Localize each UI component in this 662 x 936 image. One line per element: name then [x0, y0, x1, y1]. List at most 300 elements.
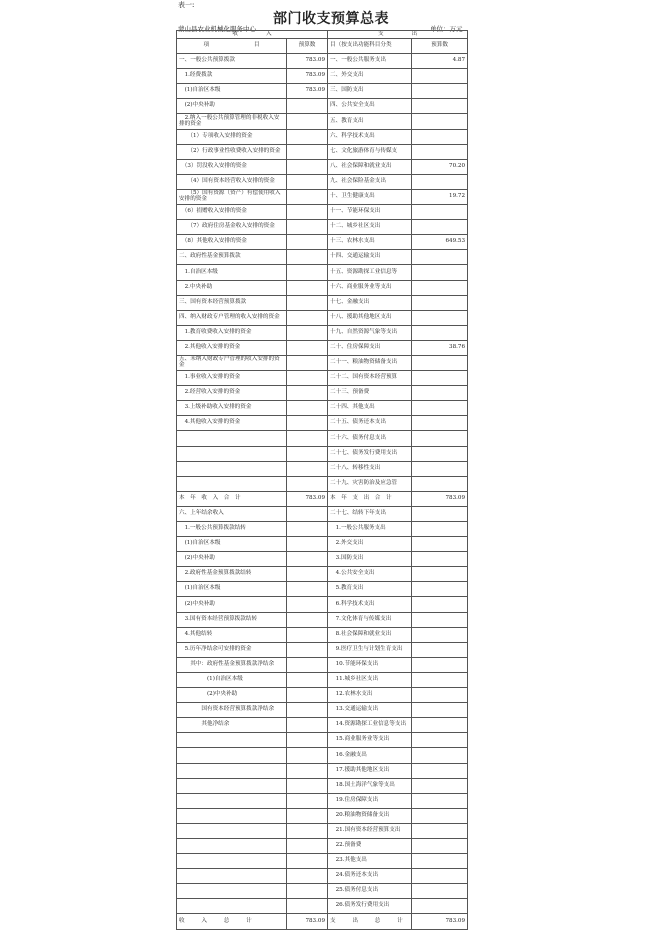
- expense-budget-cell: [412, 310, 468, 325]
- expense-budget-cell: [412, 205, 468, 220]
- income-budget-cell: [287, 778, 328, 793]
- table-row: [177, 914, 468, 929]
- income-item-cell: （6）捐赠收入安排的资金: [177, 205, 287, 220]
- expense-budget-cell: [412, 793, 468, 808]
- income-item-cell: (1)自治区本级: [177, 582, 287, 597]
- expense-item-cell: 22.预备费: [328, 838, 412, 853]
- expense-item-cell: 10.节能环保支出: [328, 657, 412, 672]
- income-item-cell: 收 入 总 计: [177, 914, 287, 929]
- expense-budget-cell: [412, 899, 468, 914]
- table-body: [177, 54, 468, 929]
- expense-item-cell: 四、公共安全支出: [328, 99, 412, 114]
- table-row: [177, 703, 468, 718]
- table-row: [177, 657, 468, 672]
- expense-item-cell: 二十、住房保障支出: [328, 340, 412, 355]
- table-row: [177, 748, 468, 763]
- expense-budget-cell: [412, 733, 468, 748]
- expense-budget-cell: [412, 506, 468, 521]
- expense-item-cell: 二十七、结转下年支出: [328, 506, 412, 521]
- income-item-cell: （8）其他收入安排的资金: [177, 235, 287, 250]
- expense-budget-cell: [412, 869, 468, 884]
- budget-summary-table: [176, 30, 468, 930]
- income-budget-cell: [287, 476, 328, 491]
- table-row: [177, 265, 468, 280]
- expense-budget-cell: [412, 854, 468, 869]
- income-budget-cell: [287, 793, 328, 808]
- income-budget-cell: [287, 431, 328, 446]
- expense-item-cell: 16.金融支出: [328, 748, 412, 763]
- expense-item-cell: 15.商业服务业等支出: [328, 733, 412, 748]
- income-item-cell: 2.经营收入安排的资金: [177, 386, 287, 401]
- expense-budget-cell: [412, 431, 468, 446]
- expense-budget-cell: [412, 174, 468, 189]
- expense-item-cell: 五、教育支出: [328, 114, 412, 129]
- expense-budget-cell: [412, 69, 468, 84]
- table-row: [177, 884, 468, 899]
- expense-item-cell: 8.社会保障和就业支出: [328, 627, 412, 642]
- expense-budget-cell: [412, 371, 468, 386]
- income-item-cell: [177, 793, 287, 808]
- expense-budget-cell: [412, 597, 468, 612]
- income-budget-cell: [287, 386, 328, 401]
- income-item-cell: 2.其他收入安排的资金: [177, 340, 287, 355]
- table-row: [177, 310, 468, 325]
- expense-item-cell: 11.城乡社区支出: [328, 672, 412, 687]
- income-budget-cell: [287, 355, 328, 370]
- income-item-cell: (1)自治区本级: [177, 537, 287, 552]
- income-budget-cell: [287, 763, 328, 778]
- income-item-cell: [177, 461, 287, 476]
- expense-budget-cell: [412, 763, 468, 778]
- income-item-cell: [177, 838, 287, 853]
- expense-budget-cell: [412, 627, 468, 642]
- expense-budget-cell: [412, 355, 468, 370]
- income-budget-cell: [287, 416, 328, 431]
- expense-item-cell: 三、国防支出: [328, 84, 412, 99]
- income-item-header: 项 目: [177, 39, 287, 54]
- income-item-cell: [177, 763, 287, 778]
- table-row: [177, 537, 468, 552]
- table-row: [177, 808, 468, 823]
- expense-item-cell: 26.债务发行费用支出: [328, 899, 412, 914]
- expense-budget-cell: [412, 295, 468, 310]
- expense-item-cell: 7.文化体育与传媒支出: [328, 612, 412, 627]
- table-row: [177, 220, 468, 235]
- expense-item-cell: 七、文化旅游体育与传媒支: [328, 144, 412, 159]
- income-budget-cell: [287, 884, 328, 899]
- table-row: [177, 189, 468, 204]
- income-budget-cell: [287, 823, 328, 838]
- table-row: [177, 869, 468, 884]
- expense-budget-cell: [412, 642, 468, 657]
- expense-item-cell: 二十九、灾害防治及应急管: [328, 476, 412, 491]
- income-item-cell: (2)中央补助: [177, 99, 287, 114]
- table-row: [177, 325, 468, 340]
- expense-item-cell: 二十六、债务付息支出: [328, 431, 412, 446]
- income-item-cell: 其中：政府性基金预算拨款净结余: [177, 657, 287, 672]
- table-row: [177, 506, 468, 521]
- expense-budget-cell: 649.53: [412, 235, 468, 250]
- expense-item-cell: 九、社会保险基金支出: [328, 174, 412, 189]
- expense-item-cell: 十五、资源勘探工业信息等: [328, 265, 412, 280]
- table-row: [177, 235, 468, 250]
- expense-item-cell: 十八、援助其他地区支出: [328, 310, 412, 325]
- income-budget-cell: [287, 174, 328, 189]
- table-row: [177, 205, 468, 220]
- expense-item-cell: 21.国有资本经营预算支出: [328, 823, 412, 838]
- income-item-cell: 1.自治区本级: [177, 265, 287, 280]
- expense-budget-cell: [412, 552, 468, 567]
- income-budget-cell: [287, 748, 328, 763]
- table-row: [177, 733, 468, 748]
- income-item-cell: （5）国有资源（资产）有偿使用收入安排的资金: [177, 189, 287, 204]
- income-item-cell: 2.政府性基金预算拨款结转: [177, 567, 287, 582]
- income-budget-cell: [287, 552, 328, 567]
- income-item-cell: 4.其他收入安排的资金: [177, 416, 287, 431]
- expense-item-cell: 支 出 总 计: [328, 914, 412, 929]
- income-budget-cell: [287, 869, 328, 884]
- expense-item-cell: 二十七、债务发行费用支出: [328, 446, 412, 461]
- expense-item-cell: 十七、金融支出: [328, 295, 412, 310]
- table-row: [177, 899, 468, 914]
- expense-budget-cell: 38.76: [412, 340, 468, 355]
- table-row: [177, 642, 468, 657]
- expense-budget-cell: 783.09: [412, 914, 468, 929]
- income-budget-cell: [287, 657, 328, 672]
- income-item-cell: [177, 869, 287, 884]
- expense-item-cell: 14.资源勘探工业信息等支出: [328, 718, 412, 733]
- expense-item-cell: 十、卫生健康支出: [328, 189, 412, 204]
- income-budget-cell: [287, 688, 328, 703]
- table-row: [177, 793, 468, 808]
- table-row: [177, 159, 468, 174]
- expense-item-cell: 12.农林水支出: [328, 688, 412, 703]
- expense-item-cell: 5.教育支出: [328, 582, 412, 597]
- income-budget-cell: [287, 854, 328, 869]
- expense-budget-cell: [412, 416, 468, 431]
- income-item-cell: 四、纳入财政专户管理的收入安排的资金: [177, 310, 287, 325]
- expense-item-cell: 1.一般公共服务支出: [328, 522, 412, 537]
- income-budget-cell: 783.09: [287, 914, 328, 929]
- table-row: [177, 522, 468, 537]
- expense-item-cell: 20.粮油物资储备支出: [328, 808, 412, 823]
- expense-item-cell: 二十八、转移性支出: [328, 461, 412, 476]
- expense-budget-cell: [412, 537, 468, 552]
- table-row: [177, 627, 468, 642]
- income-budget-cell: [287, 280, 328, 295]
- expense-item-cell: 八、社会保障和就业支出: [328, 159, 412, 174]
- expense-budget-cell: [412, 250, 468, 265]
- income-item-cell: [177, 778, 287, 793]
- table-row: [177, 763, 468, 778]
- income-item-cell: [177, 748, 287, 763]
- expense-budget-cell: [412, 612, 468, 627]
- expense-budget-cell: [412, 688, 468, 703]
- income-item-cell: （4）国有资本经营收入安排的资金: [177, 174, 287, 189]
- table-row: [177, 838, 468, 853]
- income-item-cell: 2.纳入一般公共预算管理的非税收入安排的资金: [177, 114, 287, 129]
- income-budget-cell: [287, 205, 328, 220]
- expense-budget-cell: [412, 582, 468, 597]
- expense-item-cell: 25.债务付息支出: [328, 884, 412, 899]
- expense-item-cell: 13.交通运输支出: [328, 703, 412, 718]
- table-row: [177, 461, 468, 476]
- expense-item-cell: 二、外交支出: [328, 69, 412, 84]
- expense-item-cell: 十四、交通运输支出: [328, 250, 412, 265]
- income-item-cell: [177, 808, 287, 823]
- income-budget-cell: [287, 506, 328, 521]
- expense-budget-cell: [412, 703, 468, 718]
- income-item-cell: （2）行政事业性收费收入安排的资金: [177, 144, 287, 159]
- expense-budget-cell: [412, 884, 468, 899]
- expense-budget-cell: [412, 808, 468, 823]
- table-row: [177, 431, 468, 446]
- expense-item-cell: 二十二、国有资本经营预算: [328, 371, 412, 386]
- table-row: [177, 778, 468, 793]
- expense-budget-cell: [412, 657, 468, 672]
- income-budget-header: 预算数: [287, 39, 328, 54]
- income-budget-cell: [287, 461, 328, 476]
- income-item-cell: [177, 854, 287, 869]
- table-row: [177, 250, 468, 265]
- income-budget-cell: [287, 340, 328, 355]
- income-item-cell: [177, 823, 287, 838]
- income-budget-cell: 783.09: [287, 54, 328, 69]
- income-budget-cell: [287, 522, 328, 537]
- table-row: [177, 99, 468, 114]
- table-row: [177, 567, 468, 582]
- table-row: [177, 718, 468, 733]
- table-row: [177, 582, 468, 597]
- expense-item-cell: 9.医疗卫生与计划生育支出: [328, 642, 412, 657]
- expense-budget-cell: [412, 220, 468, 235]
- expense-item-cell: 二十一、粮油物资储备支出: [328, 355, 412, 370]
- income-budget-cell: [287, 733, 328, 748]
- income-budget-cell: [287, 899, 328, 914]
- table-row: [177, 69, 468, 84]
- income-item-cell: （1）专项收入安排的资金: [177, 129, 287, 144]
- expense-item-cell: 二十四、其他支出: [328, 401, 412, 416]
- expense-item-cell: 十二、城乡社区支出: [328, 220, 412, 235]
- income-budget-cell: [287, 189, 328, 204]
- expense-item-cell: 十一、节能环保支出: [328, 205, 412, 220]
- income-item-cell: 本 年 收 入 合 计: [177, 491, 287, 506]
- expense-item-cell: 19.住房保障支出: [328, 793, 412, 808]
- income-item-cell: 1.一般公共预算拨款结转: [177, 522, 287, 537]
- expense-budget-cell: [412, 386, 468, 401]
- income-item-cell: (2)中央补助: [177, 597, 287, 612]
- expense-item-cell: 23.其他支出: [328, 854, 412, 869]
- table-row: [177, 491, 468, 506]
- expense-budget-cell: [412, 461, 468, 476]
- expense-budget-cell: 783.09: [412, 491, 468, 506]
- income-item-cell: （3）罚没收入安排的资金: [177, 159, 287, 174]
- expense-budget-cell: [412, 401, 468, 416]
- income-item-cell: (2)中央补助: [177, 688, 287, 703]
- income-budget-cell: [287, 838, 328, 853]
- expense-item-cell: 二十五、债务还本支出: [328, 416, 412, 431]
- table-row: [177, 823, 468, 838]
- expense-budget-cell: [412, 718, 468, 733]
- income-item-cell: 1.事业收入安排的资金: [177, 371, 287, 386]
- expense-budget-cell: [412, 522, 468, 537]
- table-row: [177, 144, 468, 159]
- income-budget-cell: [287, 672, 328, 687]
- income-budget-cell: [287, 310, 328, 325]
- income-budget-cell: [287, 582, 328, 597]
- table-row: [177, 446, 468, 461]
- income-budget-cell: [287, 250, 328, 265]
- page-title: 部门收支预算总表: [273, 11, 389, 27]
- expense-budget-cell: [412, 99, 468, 114]
- table-row: [177, 129, 468, 144]
- unit-label: 单位：万元: [430, 25, 463, 33]
- income-budget-cell: [287, 325, 328, 340]
- table-row: [177, 355, 468, 370]
- income-budget-cell: [287, 627, 328, 642]
- income-item-cell: [177, 446, 287, 461]
- expense-budget-cell: [412, 823, 468, 838]
- expense-budget-cell: [412, 446, 468, 461]
- expense-item-cell: 18.国土海洋气象等支出: [328, 778, 412, 793]
- income-item-cell: 1.教育收费收入安排的资金: [177, 325, 287, 340]
- expense-budget-cell: [412, 838, 468, 853]
- expense-item-cell: 24.债务还本支出: [328, 869, 412, 884]
- income-budget-cell: [287, 401, 328, 416]
- income-item-cell: [177, 733, 287, 748]
- table-row: [177, 54, 468, 69]
- income-item-cell: （7）政府住房基金收入安排的资金: [177, 220, 287, 235]
- income-budget-cell: [287, 220, 328, 235]
- income-budget-cell: [287, 371, 328, 386]
- income-item-cell: [177, 884, 287, 899]
- income-item-cell: 国有资本经营预算拨款净结余: [177, 703, 287, 718]
- expense-budget-cell: [412, 476, 468, 491]
- expense-budget-cell: [412, 144, 468, 159]
- table-row: [177, 174, 468, 189]
- income-item-cell: 其他净结余: [177, 718, 287, 733]
- income-item-cell: 六、上年结余收入: [177, 506, 287, 521]
- income-budget-cell: [287, 642, 328, 657]
- table-row: [177, 552, 468, 567]
- table-row: [177, 854, 468, 869]
- expense-budget-cell: [412, 265, 468, 280]
- table-row: [177, 612, 468, 627]
- expense-budget-cell: 70.20: [412, 159, 468, 174]
- expense-item-cell: 十六、商业服务业等支出: [328, 280, 412, 295]
- expense-budget-cell: [412, 280, 468, 295]
- income-item-cell: [177, 431, 287, 446]
- expense-item-cell: 六、科学技术支出: [328, 129, 412, 144]
- income-item-cell: 一、一般公共预算拨款: [177, 54, 287, 69]
- income-budget-cell: [287, 567, 328, 582]
- income-budget-cell: [287, 446, 328, 461]
- expense-budget-cell: [412, 325, 468, 340]
- expense-item-cell: 2.外交支出: [328, 537, 412, 552]
- expense-item-cell: 3.国防支出: [328, 552, 412, 567]
- expense-group-header: 支 出: [328, 31, 468, 39]
- expense-budget-cell: 19.72: [412, 189, 468, 204]
- table-row: [177, 597, 468, 612]
- table-row: [177, 416, 468, 431]
- table-row: [177, 114, 468, 129]
- expense-budget-cell: [412, 129, 468, 144]
- income-budget-cell: [287, 129, 328, 144]
- table-label: 表一:: [178, 1, 195, 9]
- income-budget-cell: [287, 718, 328, 733]
- income-item-cell: (1)自治区本级: [177, 84, 287, 99]
- table-row: [177, 371, 468, 386]
- expense-item-cell: 4.公共安全支出: [328, 567, 412, 582]
- income-item-cell: 三、国有资本经营预算拨款: [177, 295, 287, 310]
- table-row: [177, 84, 468, 99]
- expense-item-cell: 6.科学技术支出: [328, 597, 412, 612]
- income-item-cell: 二、政府性基金预算拨款: [177, 250, 287, 265]
- table-row: [177, 280, 468, 295]
- expense-budget-cell: [412, 114, 468, 129]
- table-row: [177, 688, 468, 703]
- table-row: [177, 672, 468, 687]
- expense-budget-header: 预算数: [412, 39, 468, 54]
- income-budget-cell: [287, 235, 328, 250]
- income-budget-cell: [287, 265, 328, 280]
- expense-item-cell: 二十三、预备费: [328, 386, 412, 401]
- table-row: [177, 476, 468, 491]
- income-item-cell: [177, 899, 287, 914]
- expense-budget-cell: 4.87: [412, 54, 468, 69]
- income-item-cell: 1.经费拨款: [177, 69, 287, 84]
- table-row: [177, 340, 468, 355]
- expense-item-header: 目（按支出功能科目分类: [328, 39, 412, 54]
- expense-item-cell: 十三、农林水支出: [328, 235, 412, 250]
- expense-budget-cell: [412, 748, 468, 763]
- income-budget-cell: [287, 99, 328, 114]
- income-item-cell: 3.国有资本经营预算拨款结转: [177, 612, 287, 627]
- expense-budget-cell: [412, 84, 468, 99]
- income-item-cell: 2.中央补助: [177, 280, 287, 295]
- table-row: [177, 386, 468, 401]
- income-budget-cell: [287, 808, 328, 823]
- income-budget-cell: 783.09: [287, 69, 328, 84]
- table-row: [177, 401, 468, 416]
- income-budget-cell: [287, 597, 328, 612]
- income-budget-cell: [287, 114, 328, 129]
- income-budget-cell: 783.09: [287, 491, 328, 506]
- expense-budget-cell: [412, 778, 468, 793]
- income-item-cell: 4.其他结转: [177, 627, 287, 642]
- income-budget-cell: [287, 703, 328, 718]
- income-item-cell: (1)自治区本级: [177, 672, 287, 687]
- income-budget-cell: 783.09: [287, 84, 328, 99]
- income-budget-cell: [287, 612, 328, 627]
- income-item-cell: 3.上级补助收入安排的资金: [177, 401, 287, 416]
- income-item-cell: (2)中央补助: [177, 552, 287, 567]
- expense-item-cell: 一、一般公共服务支出: [328, 54, 412, 69]
- income-group-header: 收 入: [177, 31, 328, 39]
- income-budget-cell: [287, 159, 328, 174]
- income-budget-cell: [287, 537, 328, 552]
- income-item-cell: [177, 476, 287, 491]
- organization-name: 蒙山县农业机械化服务中心: [178, 25, 256, 33]
- income-budget-cell: [287, 295, 328, 310]
- expense-budget-cell: [412, 672, 468, 687]
- income-item-cell: 5.历年净结余可安排的资金: [177, 642, 287, 657]
- expense-budget-cell: [412, 567, 468, 582]
- expense-item-cell: 本 年 支 出 合 计: [328, 491, 412, 506]
- income-budget-cell: [287, 144, 328, 159]
- income-item-cell: 五、未纳入财政专户管理的收入安排的资金: [177, 355, 287, 370]
- expense-item-cell: 十九、自然资源气象等支出: [328, 325, 412, 340]
